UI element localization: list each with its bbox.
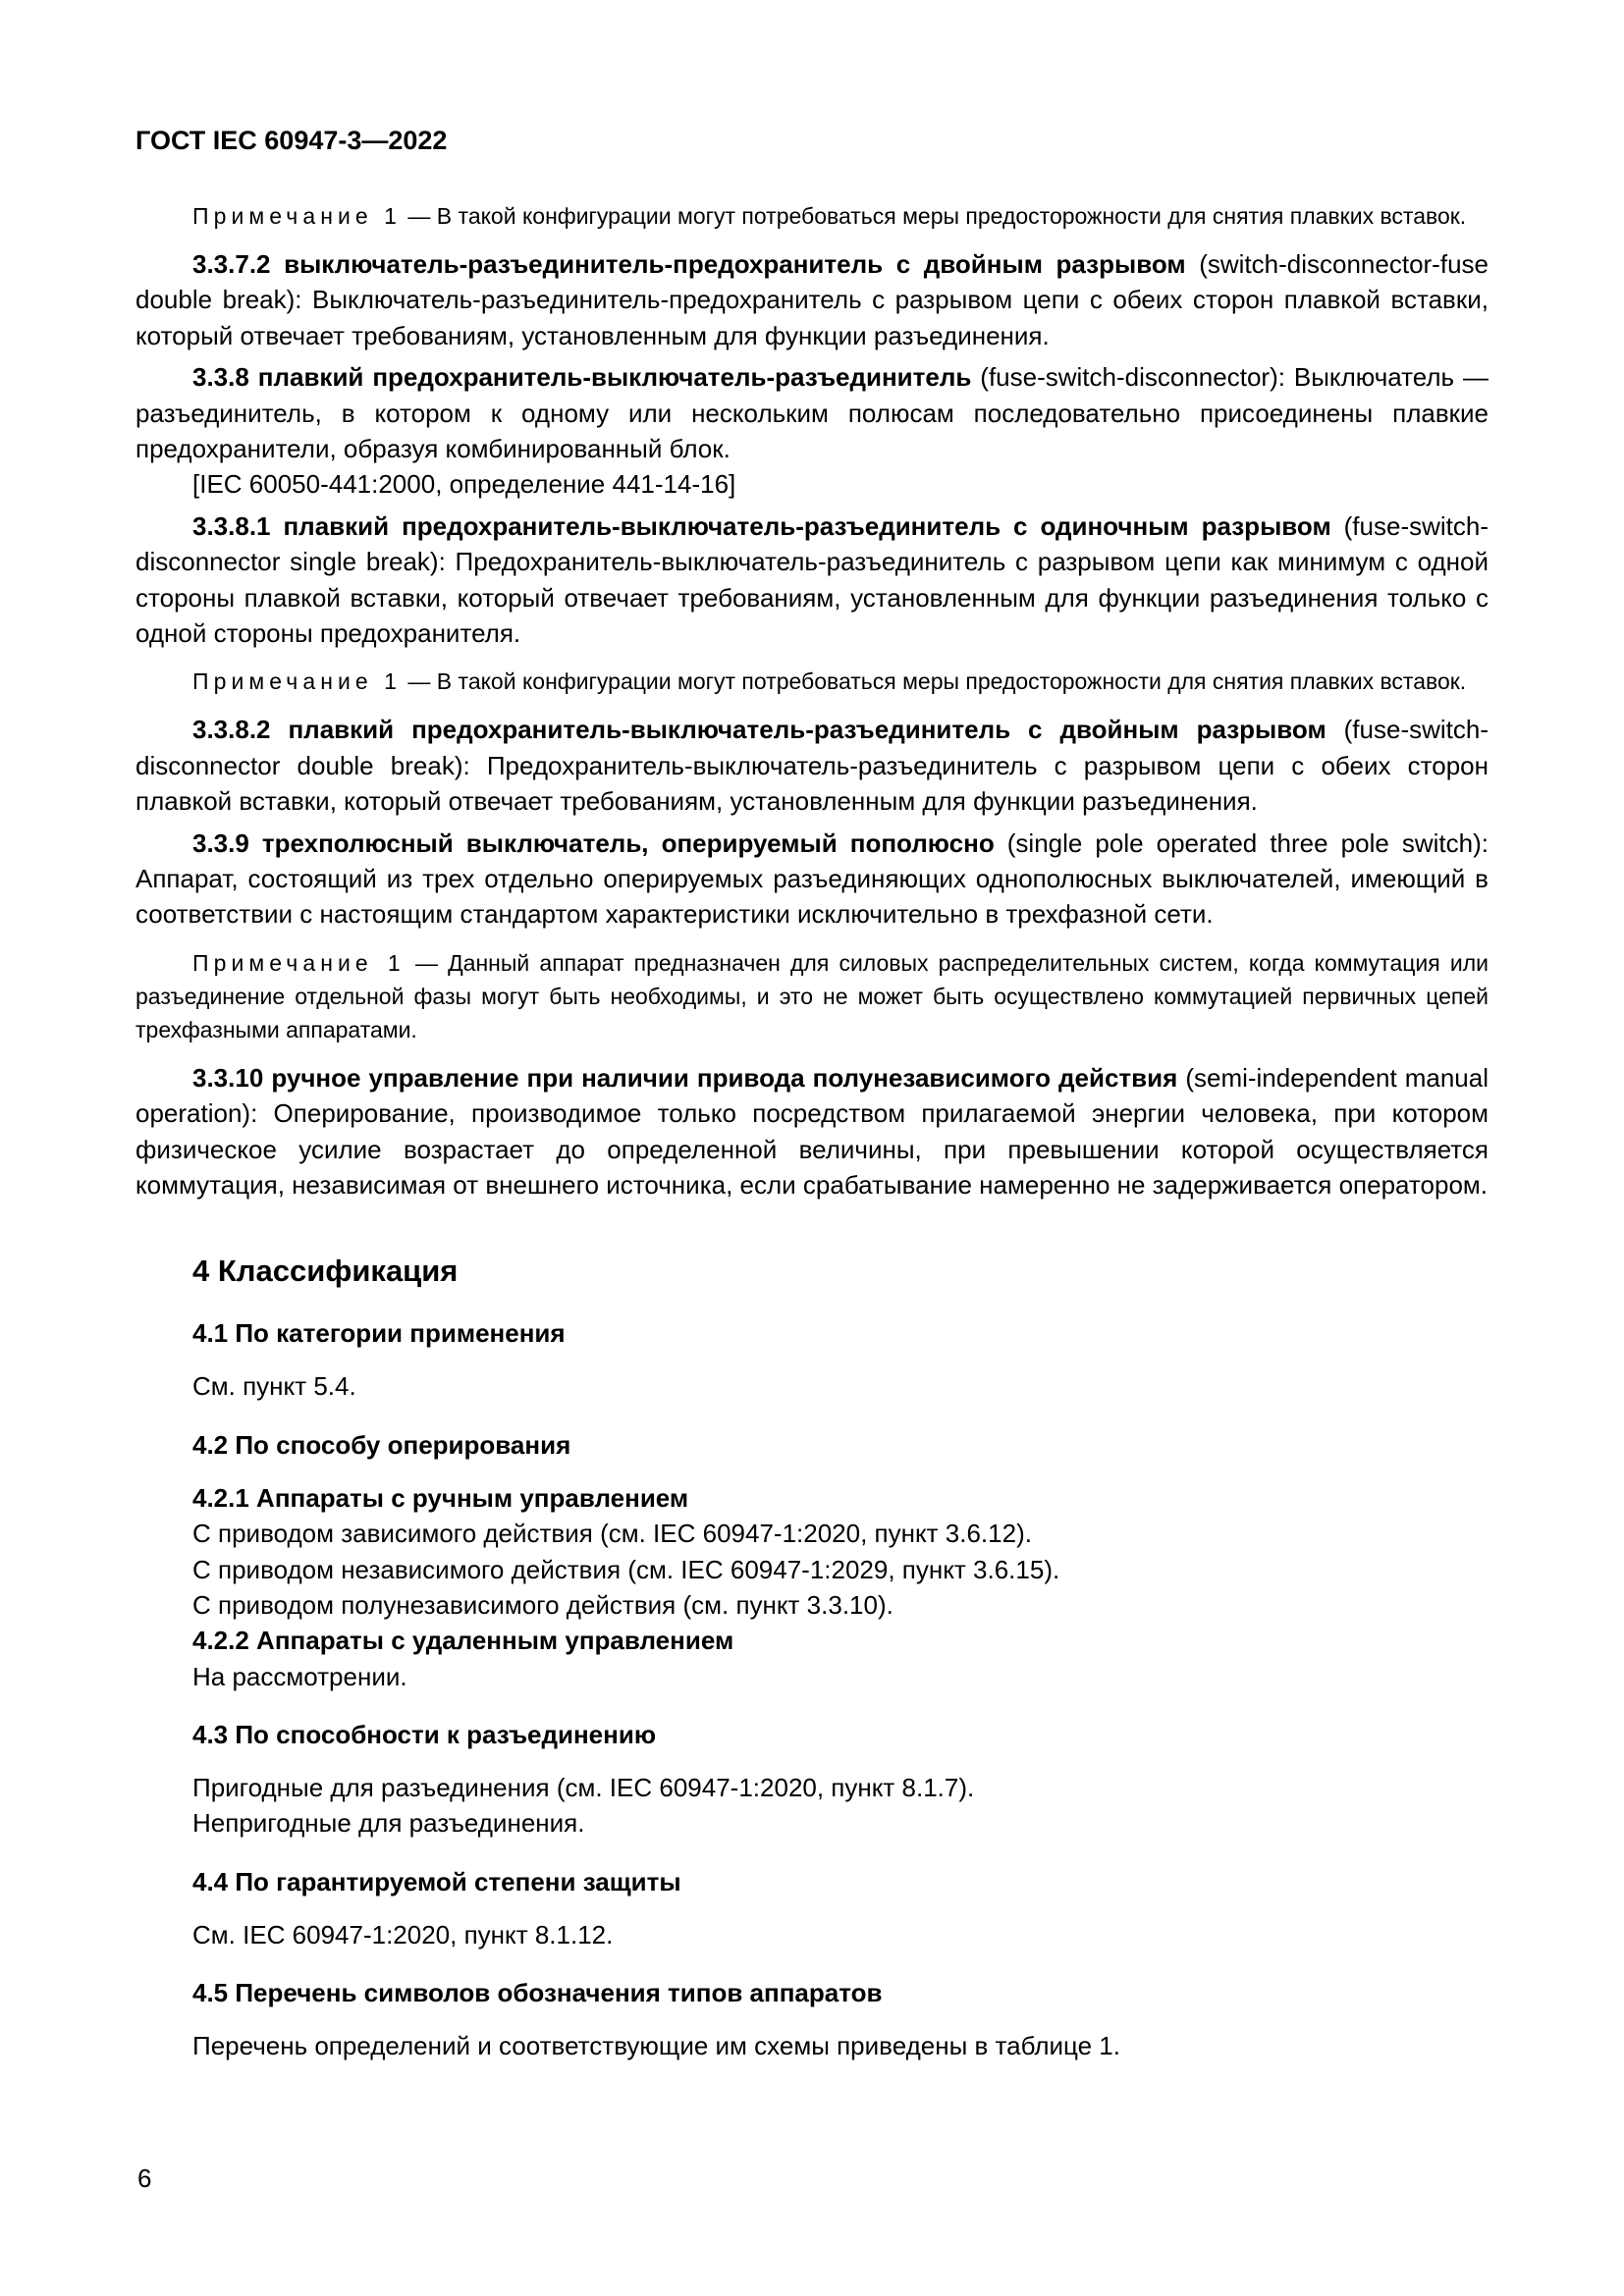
paragraph-see-8-1-12: См. IEC 60947-1:2020, пункт 8.1.12. bbox=[192, 1919, 614, 1949]
paragraph-under-consideration: На рассмотрении. bbox=[192, 1661, 407, 1691]
definition-text: (switch-disconnector-fuse double break): Выключатель-разъединитель-предохранитель с разрывом цепи с обеих сторон плавкой вставки, который отвечает требованиям, установленным для функции разъединения. bbox=[135, 249, 1489, 350]
paragraph-suitable-isolation: Пригодные для разъединения (см. IEC 60947-1:2020, пункт 8.1.7). bbox=[192, 1773, 975, 1803]
definition-term: 3.3.8.1 плавкий предохранитель-выключатель-разъединитель с одиночным разрывом bbox=[192, 510, 1331, 541]
note-text: — В такой конфигурации могут потребоваться меры предосторожности для снятия плавких вставок. bbox=[402, 668, 1467, 695]
subheading-4-2-2: 4.2.2 Аппараты с удаленным управлением bbox=[192, 1626, 734, 1656]
definition-text: (fuse-switch-disconnector double break): Предохранитель-выключатель-разъединитель с разрывом цепи с обеих сторон плавкой вставки, который отвечает требованиям, установленным для функции разъединения. bbox=[135, 715, 1489, 817]
subheading-4-4: 4.4 По гарантируемой степени защиты bbox=[192, 1866, 681, 1896]
definition-term: 3.3.8 плавкий предохранитель-выключатель-разъединитель bbox=[192, 362, 972, 393]
paragraph-dependent-operation: С приводом зависимого действия (см. IEC 60947-1:2020, пункт 3.6.12). bbox=[192, 1519, 1032, 1549]
definition-3-3-8-1 bbox=[135, 508, 1489, 652]
definition-3-3-8 bbox=[135, 359, 1489, 466]
note-label: Примечание 1 bbox=[192, 668, 403, 695]
section-heading-4: 4 Классификация bbox=[192, 1254, 459, 1289]
definition-term: 3.3.7.2 выключатель-разъединитель-предохранитель с двойным разрывом bbox=[192, 249, 1186, 280]
definition-text: (fuse-switch-disconnector single break): Предохранитель-выключатель-разъединитель с разрывом цепи как минимум с одной стороны плавкой вставки, который отвечает требованиям, установленным для функции разъединения только с одной стороны предохранителя. bbox=[135, 510, 1489, 648]
subheading-4-3: 4.3 По способности к разъединению bbox=[192, 1720, 657, 1750]
paragraph-table-1-reference: Перечень определений и соответствующие им схемы приведены в таблице 1. bbox=[192, 2031, 1120, 2061]
note-single-pole bbox=[135, 946, 1489, 1046]
note-fuse-links-1 bbox=[135, 199, 1489, 233]
page-number: 6 bbox=[137, 2163, 152, 2193]
paragraph-see-5-4: См. пункт 5.4. bbox=[192, 1371, 356, 1402]
note-text: — Данный аппарат предназначен для силовых распределительных систем, когда коммутация или разъединение отдельной фазы могут быть необходимы, и это не может быть осуществлено коммутацией первичных цепей трехфазными аппаратами. bbox=[135, 949, 1489, 1042]
paragraph-semi-independent-operation: С приводом полунезависимого действия (см. пункт 3.3.10). bbox=[192, 1589, 893, 1620]
definition-term: 3.3.8.2 плавкий предохранитель-выключатель-разъединитель с двойным разрывом bbox=[192, 715, 1326, 745]
document-body bbox=[135, 199, 1489, 2064]
document-code: ГОСТ IEC 60947-3—2022 bbox=[135, 126, 448, 155]
definition-3-3-7-2 bbox=[135, 246, 1489, 353]
subheading-4-2: 4.2 По способу оперирования bbox=[192, 1429, 571, 1460]
definition-term: 3.3.10 ручное управление при наличии привода полунезависимого действия bbox=[192, 1062, 1178, 1093]
note-text: — В такой конфигурации могут потребоваться меры предосторожности для снятия плавких вставок. bbox=[402, 203, 1467, 229]
note-label: Примечание 1 bbox=[192, 203, 403, 229]
definition-text: (fuse-switch-disconnector): Выключатель — разъединитель, в котором к одному или нескольким полюсам последовательно присоединены плавкие предохранители, образуя комбинированный блок. bbox=[135, 362, 1489, 463]
definition-3-3-9 bbox=[135, 826, 1489, 933]
paragraph-unsuitable-isolation: Непригодные для разъединения. bbox=[192, 1808, 585, 1839]
paragraph-independent-operation: С приводом независимого действия (см. IEC 60947-1:2029, пункт 3.6.15). bbox=[192, 1554, 1060, 1584]
iec-reference: [IEC 60050-441:2000, определение 441-14-16] bbox=[192, 469, 736, 500]
definition-text: (single pole operated three pole switch): Аппарат, состоящий из трех отдельно оперируемых разъединяющих однополюсных выключателей, имеющий в соответствии с настоящим стандартом характеристики исключительно в трехфазной сети. bbox=[135, 828, 1489, 930]
definition-3-3-8-2 bbox=[135, 712, 1489, 819]
definition-text: (semi-independent manual operation): Оперирование, производимое только посредством прилагаемой энергии человека, при котором физическое усилие возрастает до определенной величины, при превышении которой осуществляется коммутация, независимая от внешнего источника, если срабатывание намеренно не задерживается оператором. bbox=[135, 1062, 1489, 1200]
definition-term: 3.3.9 трехполюсный выключатель, оперируемый пополюсно bbox=[192, 828, 995, 858]
note-fuse-links-2 bbox=[135, 665, 1489, 698]
subheading-4-5: 4.5 Перечень символов обозначения типов аппаратов bbox=[192, 1978, 883, 2008]
definition-3-3-10 bbox=[135, 1060, 1489, 1203]
subheading-4-2-1: 4.2.1 Аппараты с ручным управлением bbox=[192, 1482, 689, 1513]
note-label: Примечание 1 bbox=[192, 949, 406, 976]
subheading-4-1: 4.1 По категории применения bbox=[192, 1318, 566, 1349]
